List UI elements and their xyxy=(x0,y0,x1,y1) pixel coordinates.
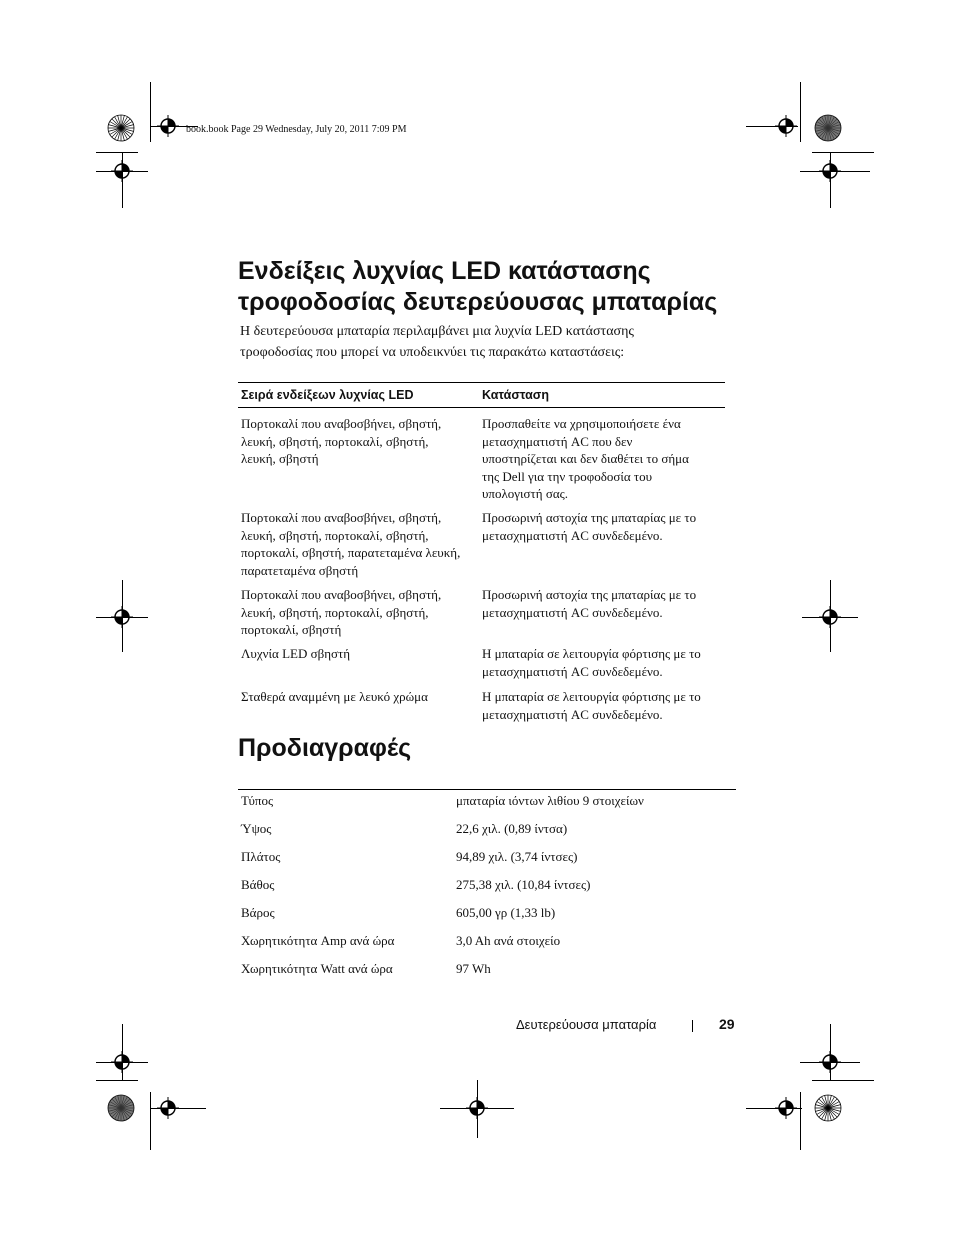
cell-line: Προσωρινή αστοχία της μπαταρίας με το xyxy=(482,510,697,525)
cell-line: πορτοκαλί, σβηστή, παρατεταμένα λευκή, xyxy=(241,545,461,561)
cell-line: μετασχηματιστή AC συνδεδεμένο. xyxy=(482,706,663,722)
crop-line xyxy=(477,1080,478,1138)
cell-line: Σταθερά αναμμένη με λευκό χρώμα xyxy=(241,689,428,704)
cell-line: Πορτοκαλί που αναβοσβήνει, σβηστή, xyxy=(241,587,442,602)
led-sequence-cell xyxy=(238,688,482,723)
crop-line xyxy=(96,171,148,172)
spec-value: 22,6 χιλ. (0,89 ίντσα) xyxy=(456,821,568,836)
table-row xyxy=(238,645,725,680)
led-sequence-cell xyxy=(238,586,482,639)
footer-section-label: Δευτερεύουσα μπαταρία xyxy=(516,1017,657,1032)
cell-line: Η μπαταρία σε λειτουργία φόρτισης με το xyxy=(482,646,701,661)
color-rosette-icon xyxy=(814,114,842,142)
spec-value: 275,38 χιλ. (10,84 ίντσες) xyxy=(456,877,591,892)
cell-line: μετασχηματιστή AC συνδεδεμένο. xyxy=(482,604,663,620)
intro-line-1: Η δευτερεύουσα μπαταρία περιλαμβάνει μια λυχνία LED κατάστασης xyxy=(240,324,634,339)
spec-label: Ύψος xyxy=(241,821,272,836)
print-header-stamp: book.book Page 29 Wednesday, July 20, 2011 7:09 PM xyxy=(186,124,407,135)
cell-line: Πορτοκαλί που αναβοσβήνει, σβηστή, xyxy=(241,416,442,431)
header-status: Κατάσταση xyxy=(482,388,549,402)
crop-line xyxy=(812,1080,874,1081)
crop-line xyxy=(800,171,870,172)
table-row xyxy=(238,902,736,930)
section-title-led-status xyxy=(238,256,758,318)
color-rosette-icon xyxy=(107,1094,135,1122)
cell-line: παρατεταμένα σβηστή xyxy=(241,562,359,578)
cell-line: Προσπαθείτε να χρησιμοποιήσετε ένα xyxy=(482,416,681,431)
header-sequence: Σειρά ενδείξεων λυχνίας LED xyxy=(241,388,414,402)
crop-line xyxy=(96,1080,138,1081)
title-line-1: Ενδείξεις λυχνίας LED κατάστασης xyxy=(238,257,651,285)
spec-label: Βάθος xyxy=(241,877,275,892)
crop-line xyxy=(150,82,151,142)
intro-paragraph xyxy=(240,321,730,363)
cell-line: λευκή, σβηστή, πορτοκαλί, σβηστή, xyxy=(241,527,429,543)
spec-table-body xyxy=(238,790,736,986)
crop-line xyxy=(150,1108,206,1109)
table-row xyxy=(238,790,736,818)
table-row xyxy=(238,688,725,723)
footer-separator xyxy=(692,1020,693,1032)
spec-label: Χωρητικότητα Watt ανά ώρα xyxy=(241,961,393,976)
led-sequence-cell xyxy=(238,509,482,579)
led-status-table xyxy=(238,382,725,722)
cell-line: Προσωρινή αστοχία της μπαταρίας με το xyxy=(482,587,697,602)
cell-line: υπολογιστή σας. xyxy=(482,486,569,502)
crop-line xyxy=(830,1024,831,1080)
led-status-cell xyxy=(482,688,725,723)
crop-line xyxy=(812,152,874,153)
specifications-table xyxy=(238,789,736,986)
led-status-cell xyxy=(482,586,725,639)
cell-line: μετασχηματιστή AC που δεν xyxy=(482,433,633,449)
cell-line: λευκή, σβηστή, πορτοκαλί, σβηστή, xyxy=(241,604,429,620)
crop-line xyxy=(800,82,801,142)
table-row xyxy=(238,874,736,902)
cell-line: Λυχνία LED σβηστή xyxy=(241,646,351,661)
led-table-header xyxy=(238,382,725,408)
spec-value: 97 Wh xyxy=(456,961,491,976)
spec-label: Πλάτος xyxy=(241,849,281,864)
spec-label: Χωρητικότητα Amp ανά ώρα xyxy=(241,933,395,948)
spec-value: 605,00 γρ (1,33 lb) xyxy=(456,905,556,920)
crop-line xyxy=(440,1108,514,1109)
color-rosette-icon xyxy=(107,114,135,142)
table-row xyxy=(238,509,725,579)
table-row xyxy=(238,415,725,503)
table-row xyxy=(238,930,736,958)
crop-line xyxy=(830,152,831,208)
spec-value: 94,89 χιλ. (3,74 ίντσες) xyxy=(456,849,578,864)
spec-value: μπαταρία ιόντων λιθίου 9 στοιχείων xyxy=(456,793,644,808)
cell-line: μετασχηματιστή AC συνδεδεμένο. xyxy=(482,663,663,679)
registration-target-icon xyxy=(157,115,179,137)
cell-line: πορτοκαλί, σβηστή xyxy=(241,622,342,638)
crop-line xyxy=(96,617,148,618)
intro-line-2: τροφοδοσίας που μπορεί να υποδεικνύει τις παρακάτω καταστάσεις: xyxy=(240,345,625,360)
crop-line xyxy=(800,1062,860,1063)
registration-target-icon xyxy=(775,115,797,137)
led-sequence-cell xyxy=(238,645,482,680)
led-status-cell xyxy=(482,415,725,503)
title-line-2: τροφοδοσίας δευτερεύουσας μπαταρίας xyxy=(238,288,718,316)
cell-line: της Dell για την τροφοδοσία του xyxy=(482,468,653,484)
page-number: 29 xyxy=(719,1016,735,1032)
crop-line xyxy=(96,152,138,153)
crop-line xyxy=(150,1092,151,1150)
cell-line: Πορτοκαλί που αναβοσβήνει, σβηστή, xyxy=(241,510,442,525)
cell-line: λευκή, σβηστή xyxy=(241,451,319,467)
section-title-specifications: Προδιαγραφές xyxy=(238,734,412,762)
crop-line xyxy=(830,580,831,652)
crop-line xyxy=(122,152,123,208)
cell-line: Η μπαταρία σε λειτουργία φόρτισης με το xyxy=(482,689,701,704)
table-row xyxy=(238,818,736,846)
crop-line xyxy=(802,617,858,618)
crop-line xyxy=(800,1092,801,1150)
spec-label: Τύπος xyxy=(241,793,274,808)
cell-line: υποστηρίζεται και δεν διαθέτει το σήμα xyxy=(482,451,689,467)
table-row xyxy=(238,846,736,874)
spec-value: 3,0 Ah ανά στοιχείο xyxy=(456,933,561,948)
crop-line xyxy=(96,1062,148,1063)
led-status-cell xyxy=(482,645,725,680)
cell-line: λευκή, σβηστή, πορτοκαλί, σβηστή, xyxy=(241,433,429,449)
spec-label: Βάρος xyxy=(241,905,275,920)
crop-line xyxy=(122,1024,123,1080)
cell-line: μετασχηματιστή AC συνδεδεμένο. xyxy=(482,527,663,543)
crop-line xyxy=(746,1108,802,1109)
color-rosette-icon xyxy=(814,1094,842,1122)
crop-line xyxy=(122,580,123,652)
led-status-cell xyxy=(482,509,725,579)
table-row xyxy=(238,958,736,986)
table-row xyxy=(238,586,725,639)
led-sequence-cell xyxy=(238,415,482,503)
